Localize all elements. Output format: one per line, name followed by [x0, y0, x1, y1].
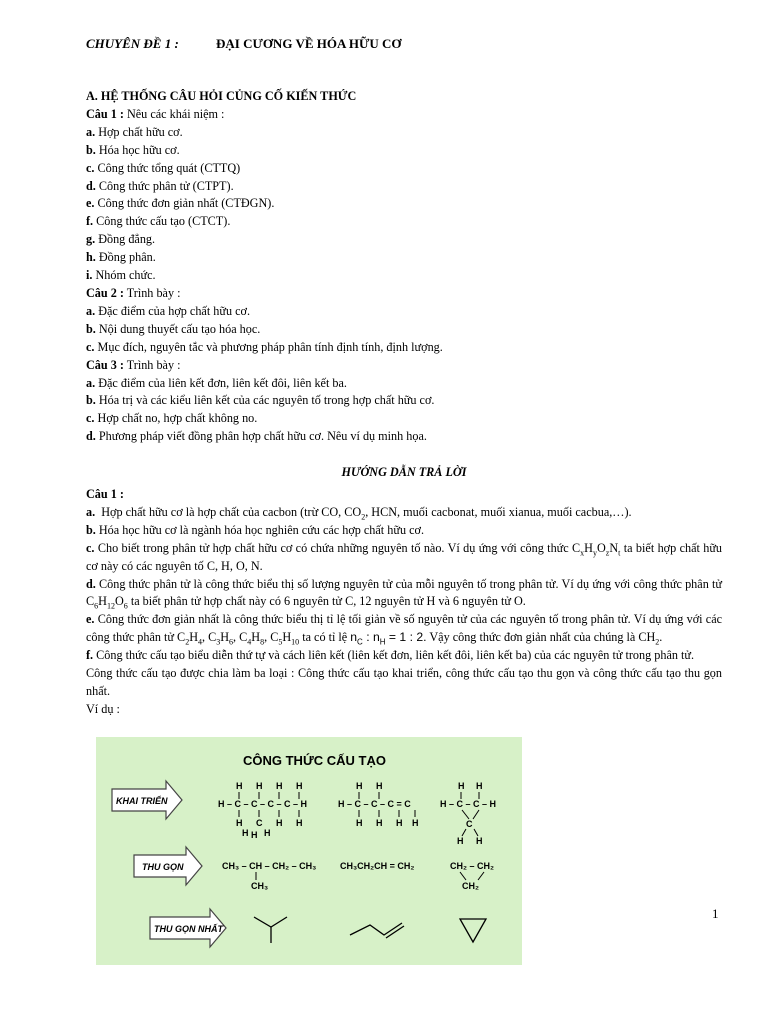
sub: 3 — [216, 637, 221, 647]
sub: 12 — [106, 601, 115, 611]
answer-a-key: a. — [86, 504, 96, 519]
condensed-branch: CH₃ — [251, 881, 269, 891]
q2-item — [86, 321, 722, 339]
item-text: Hóa học hữu cơ. — [98, 142, 180, 157]
sub: t — [618, 548, 621, 558]
skeletal-isobutane — [254, 917, 287, 927]
sub: 6 — [123, 601, 128, 611]
content — [86, 88, 722, 719]
answer-e-text-3: Vậy công thức đơn giản nhất của chúng là CH — [429, 630, 656, 645]
chapter-title: ĐẠI CƯƠNG VỀ HÓA HỮU CƠ — [216, 36, 402, 51]
answer-f — [86, 647, 722, 665]
arrow-thu-gon — [134, 847, 202, 885]
skeletal-row — [254, 917, 486, 943]
svg-text:H: H — [458, 781, 465, 791]
q2-intro: Trình bày : — [126, 285, 181, 300]
answer-c-text-2: ta biết hợp chất hữu cơ này có các nguyên tố C, H, O, N. — [86, 540, 723, 573]
item-key: b. — [86, 142, 96, 157]
svg-text:H: H — [376, 781, 383, 791]
item-text: Công thức tổng quát (CTTQ) — [97, 160, 241, 175]
chapter-label: CHUYÊN ĐỀ 1 : — [86, 36, 179, 51]
item-text: Nhóm chức. — [95, 268, 156, 283]
element: N — [609, 540, 619, 555]
answer-d — [86, 576, 722, 612]
item-key: c. — [86, 160, 95, 175]
svg-text:H: H — [356, 781, 363, 791]
sub: 6 — [229, 637, 234, 647]
svg-text:H – C – C – H: H – C – C – H — [440, 799, 497, 809]
svg-text:H: H — [276, 818, 283, 828]
svg-text:H: H — [356, 818, 363, 828]
svg-text:H: H — [476, 781, 483, 791]
formula-part: H — [282, 630, 292, 645]
sub: x — [580, 548, 585, 558]
answers-title: HƯỚNG DẪN TRẢ LỜI — [341, 465, 467, 480]
structure-figure — [96, 737, 522, 965]
svg-text:H: H — [412, 818, 419, 828]
item-key: c. — [86, 411, 95, 426]
answer-c — [86, 540, 722, 576]
item-text: Hợp chất hữu cơ. — [98, 124, 183, 139]
item-text: Mục đích, nguyên tắc và phương pháp phân tính định tính, định lượng. — [97, 339, 443, 354]
item-key: g. — [86, 232, 96, 247]
answer-f-key: f. — [86, 648, 94, 663]
arrow-label: THU GỌN — [142, 862, 184, 872]
answer-e-text: Công thức đơn giản nhất là công thức biểu thị tỉ lệ tối giản về số nguyên tử của các nguyên tố trong phân tử. Ví dụ ứng với các công thức phân tử C — [86, 612, 723, 645]
answer-a-sub: 2 — [361, 512, 366, 522]
formula-part: H — [251, 630, 261, 645]
page-header — [86, 36, 402, 52]
svg-text:C: C — [256, 818, 263, 828]
expanded-formula-1 — [218, 781, 307, 840]
q1-intro: Nêu các khái niệm : — [126, 106, 225, 121]
formula-part: H — [189, 630, 198, 645]
svg-text:H: H — [256, 781, 263, 791]
item-key: e. — [86, 196, 95, 211]
formula-part: H — [220, 630, 230, 645]
answer-c-text: Cho biết trong phân tử hợp chất hữu cơ có chứa những nguyên tố nào. Ví dụ ứng với công thức C — [97, 540, 581, 555]
arrow-label: KHAI TRIỂN — [116, 796, 168, 806]
example-label: Ví dụ : — [86, 701, 120, 716]
expanded-formula-3 — [440, 781, 496, 846]
item-key: f. — [86, 214, 94, 229]
answer-d-text-2: ta biết phân tử hợp chất này có 6 nguyên tử C, 12 nguyên tử H và 6 nguyên tử O. — [130, 594, 526, 609]
item-key: d. — [86, 178, 96, 193]
q3-label: Câu 3 : — [86, 357, 124, 372]
condensed-formula-3-top: CH₂ – CH₂ — [450, 861, 495, 871]
arrow-label: THU GỌN NHẤT — [154, 924, 223, 934]
item-text: Đồng phân. — [98, 250, 156, 265]
q1-item — [86, 231, 722, 249]
ratio — [350, 630, 427, 647]
svg-text:H: H — [276, 781, 283, 791]
svg-text:C: C — [466, 819, 473, 829]
q1-item — [86, 160, 722, 178]
answer-b-text: Hóa học hữu cơ là ngành hóa học nghiên cứu các hợp chất hữu cơ. — [98, 522, 424, 537]
sub: 2 — [185, 637, 190, 647]
svg-text:H: H — [236, 781, 243, 791]
figure-title: CÔNG THỨC CẤU TẠO — [243, 753, 386, 768]
item-key: b. — [86, 393, 96, 408]
arrow-khai-trien — [112, 781, 182, 819]
item-text: Hóa trị và các kiểu liên kết của các nguyên tố trong hợp chất hữu cơ. — [98, 393, 435, 408]
answer-e-formulas — [185, 630, 300, 647]
q3-items — [86, 375, 722, 447]
q2-items — [86, 303, 722, 357]
ratio-n: n — [350, 630, 358, 645]
formula-part: , C — [233, 630, 248, 645]
svg-text:H: H — [242, 828, 249, 838]
arrow-thu-gon-nhat — [150, 909, 226, 947]
ratio-end: = 1 : 2. — [385, 630, 427, 645]
q1-item — [86, 267, 722, 285]
answer-f-text: Công thức cấu tạo biểu diễn thứ tự và cách liên kết (liên kết đơn, liên kết đôi, liên kết ba) của các nguyên tử trong phân tử. — [96, 648, 695, 663]
sub: 5 — [278, 637, 283, 647]
svg-text:H: H — [296, 781, 303, 791]
item-text: Đặc điểm của hợp chất hữu cơ. — [98, 303, 250, 318]
element: H — [584, 540, 593, 555]
q1-items — [86, 124, 722, 285]
section-a-heading: A. HỆ THỐNG CÂU HỎI CỦNG CỐ KIẾN THỨC — [86, 89, 357, 103]
structure-svg — [96, 737, 522, 965]
answer-f-2: Công thức cấu tạo được chia làm ba loại : Công thức cấu tạo khai triển, công thức cấu tạo thu gọn và công thức cấu tạo thu gọn nhất. — [86, 666, 722, 698]
q2-item — [86, 339, 722, 357]
item-text: Công thức phân tử (CTPT). — [98, 178, 234, 193]
svg-text:H: H — [251, 830, 258, 840]
q2-item — [86, 303, 722, 321]
expanded-formula-2 — [338, 781, 419, 828]
sub: H — [379, 637, 386, 647]
svg-text:H – C – C – C – C – H: H – C – C – C – C – H — [218, 799, 308, 809]
element: O — [114, 594, 124, 609]
item-key: a. — [86, 303, 96, 318]
condensed-row — [222, 861, 494, 891]
svg-text:H: H — [264, 828, 271, 838]
sub: 6 — [94, 601, 99, 611]
q2-label: Câu 2 : — [86, 285, 124, 300]
item-key: c. — [86, 339, 95, 354]
condensed-formula-2: CH₃CH₂CH = CH₂ — [340, 861, 415, 871]
answer-e-key: e. — [86, 612, 95, 627]
answer-c-key: c. — [86, 540, 95, 555]
answer-e-text-2: ta có tỉ lệ — [302, 630, 348, 645]
ratio-mid: : n — [362, 630, 380, 645]
answer-label: Câu 1 : — [86, 487, 124, 502]
item-key: a. — [86, 375, 96, 390]
svg-text:H: H — [296, 818, 303, 828]
condensed-formula-3-bottom: CH₂ — [462, 881, 479, 891]
element: O — [596, 540, 606, 555]
sub: 4 — [198, 637, 202, 647]
item-text: Nội dung thuyết cấu tạo hóa học. — [98, 321, 261, 336]
q1-item — [86, 124, 722, 142]
item-text: Công thức cấu tạo (CTCT). — [96, 214, 231, 229]
question-3 — [86, 357, 722, 375]
answer-b — [86, 522, 722, 540]
q1-item — [86, 195, 722, 213]
item-key: a. — [86, 124, 96, 139]
answer-1-label — [86, 486, 722, 504]
q1-item — [86, 142, 722, 160]
q3-intro: Trình bày : — [126, 357, 181, 372]
formula-part: , C — [202, 630, 217, 645]
sub: 8 — [260, 637, 265, 647]
sub: C — [357, 637, 363, 647]
answer-b-key: b. — [86, 522, 96, 537]
page-number: 1 — [712, 906, 719, 921]
sub: 4 — [247, 637, 252, 647]
sub: y — [592, 548, 597, 558]
item-key: b. — [86, 321, 96, 336]
answer-a — [86, 504, 722, 522]
answer-d-text: Công thức phân tử là công thức biểu thị số lượng nguyên tử của mỗi nguyên tố trong phân tử. Ví dụ ứng với công thức phân tử C — [86, 576, 722, 609]
svg-text:H: H — [236, 818, 243, 828]
item-text: Hợp chất no, hợp chất không no. — [97, 411, 258, 426]
dot: . — [659, 630, 663, 645]
q3-item — [86, 375, 722, 393]
q3-item — [86, 410, 722, 428]
item-text: Đồng đẳng. — [98, 232, 156, 247]
sub: 2 — [655, 637, 660, 647]
q1-item — [86, 249, 722, 267]
svg-text:H: H — [476, 836, 483, 846]
answer-a-text: Hợp chất hữu cơ là hợp chất của cacbon (trừ CO, CO — [101, 504, 362, 519]
element: H — [98, 594, 107, 609]
formula-part: , C — [264, 630, 279, 645]
sub: z — [605, 548, 610, 558]
condensed-formula-1: CH₃ – CH – CH₂ – CH₃ — [222, 861, 317, 871]
item-text: Phương pháp viết đồng phân hợp chất hữu cơ. Nêu ví dụ minh họa. — [98, 429, 427, 444]
q3-item — [86, 392, 722, 410]
item-key: i. — [86, 268, 93, 283]
svg-text:H: H — [376, 818, 383, 828]
svg-text:H – C – C – C = C: H – C – C – C = C — [338, 799, 411, 809]
item-text: Đặc điểm của liên kết đơn, liên kết đôi, liên kết ba. — [98, 375, 347, 390]
answer-a-text-2: , HCN, muối cacbonat, muối xianua, muối cacbua,…). — [365, 504, 632, 519]
item-text: Công thức đơn giản nhất (CTĐGN). — [97, 196, 275, 211]
q3-item — [86, 428, 722, 446]
answer-d-key: d. — [86, 576, 96, 591]
skeletal-cyclopropane — [460, 919, 486, 942]
q1-label: Câu 1 : — [86, 106, 124, 121]
question-2 — [86, 285, 722, 303]
question-1 — [86, 106, 722, 124]
item-key: h. — [86, 250, 96, 265]
answer-e — [86, 611, 722, 647]
item-key: d. — [86, 429, 96, 444]
svg-text:H: H — [396, 818, 403, 828]
svg-text:H: H — [457, 836, 464, 846]
q1-item — [86, 213, 722, 231]
sub: 10 — [291, 637, 300, 647]
q1-item — [86, 178, 722, 196]
